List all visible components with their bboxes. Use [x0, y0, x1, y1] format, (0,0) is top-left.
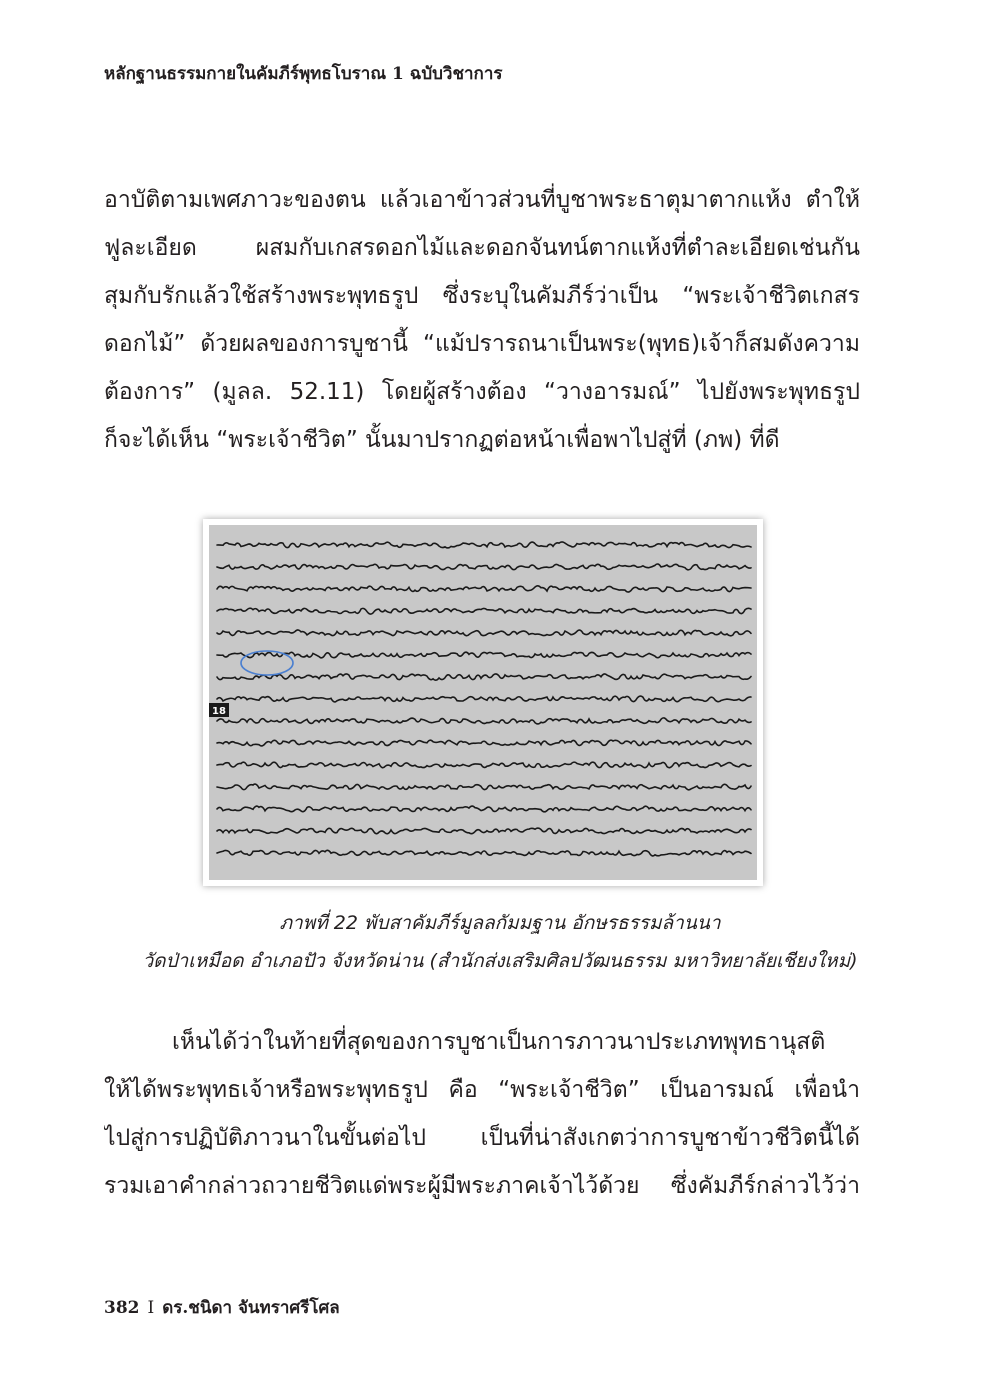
- running-header: หลักฐานธรรมกายในคัมภีร์พุทธโบราณ 1 ฉบับวิชาการ: [104, 64, 503, 84]
- figure-caption-line-1: ภาพที่ 22 พับสาคัมภีร์มูลลกัมมฐาน อักษรธรรมล้านนา: [279, 912, 721, 934]
- paragraph-line: ให้ได้พระพุทธเจ้าหรือพระพุทธรูป คือ “พระเจ้าชีวิต” เป็นอารมณ์ เพื่อนำ: [104, 1077, 860, 1103]
- figure-caption-line-2: วัดป่าเหมือด อำเภอปัว จังหวัดน่าน (สำนักส่งเสริมศิลปวัฒนธรรม มหาวิทยาลัยเชียงใหม่): [142, 950, 858, 972]
- paragraph-1: [104, 176, 860, 464]
- paragraph-line: ก็จะได้เห็น “พระเจ้าชีวิต” นั้นมาปรากฏต่อหน้าเพื่อพาไปสู่ที่ (ภพ) ที่ดี: [104, 427, 780, 453]
- paragraph-line: ไปสู่การปฏิบัติภาวนาในขั้นต่อไป เป็นที่น่าสังเกตว่าการบูชาข้าวชีวิตนี้ได้: [104, 1125, 860, 1151]
- paragraph-line: สุมกับรักแล้วใช้สร้างพระพุทธรูป ซึ่งระบุในคัมภีร์ว่าเป็น “พระเจ้าชีวิตเกสร: [104, 283, 860, 309]
- paragraph-line: รวมเอาคำกล่าวถวายชีวิตแด่พระผู้มีพระภาคเจ้าไว้ด้วย ซึ่งคัมภีร์กล่าวไว้ว่า: [104, 1173, 860, 1199]
- paragraph-2: [104, 1018, 860, 1210]
- paragraph-line: อาบัติตามเพศภาวะของตน แล้วเอาข้าวส่วนที่บูชาพระธาตุมาตากแห้ง ตำให้: [104, 187, 860, 213]
- footer-separator: I: [147, 1298, 155, 1318]
- page-number: 382: [104, 1298, 140, 1318]
- paragraph-line: เห็นได้ว่าในท้ายที่สุดของการบูชาเป็นการภาวนาประเภทพุทธานุสติ: [172, 1029, 826, 1055]
- author-name: ดร.ชนิดา จันทราศรีโศล: [162, 1298, 340, 1318]
- paragraph-line: ฟูละเอียด ผสมกับเกสรดอกไม้และดอกจันทน์ตากแห้งที่ตำละเอียดเช่นกัน: [104, 235, 860, 261]
- paragraph-line: ต้องการ” (มูลล. 52.11) โดยผู้สร้างต้อง “วางอารมณ์” ไปยังพระพุทธรูป: [104, 379, 860, 405]
- manuscript-image: [209, 525, 757, 880]
- manuscript-figure: [203, 519, 763, 886]
- page-footer: [104, 1294, 340, 1321]
- page-marker-label: 18: [212, 706, 226, 717]
- paragraph-line: ดอกไม้” ด้วยผลของการบูชานี้ “แม้ปรารถนาเป็นพระ(พุทธ)เจ้าก็สมดังความ: [104, 331, 860, 357]
